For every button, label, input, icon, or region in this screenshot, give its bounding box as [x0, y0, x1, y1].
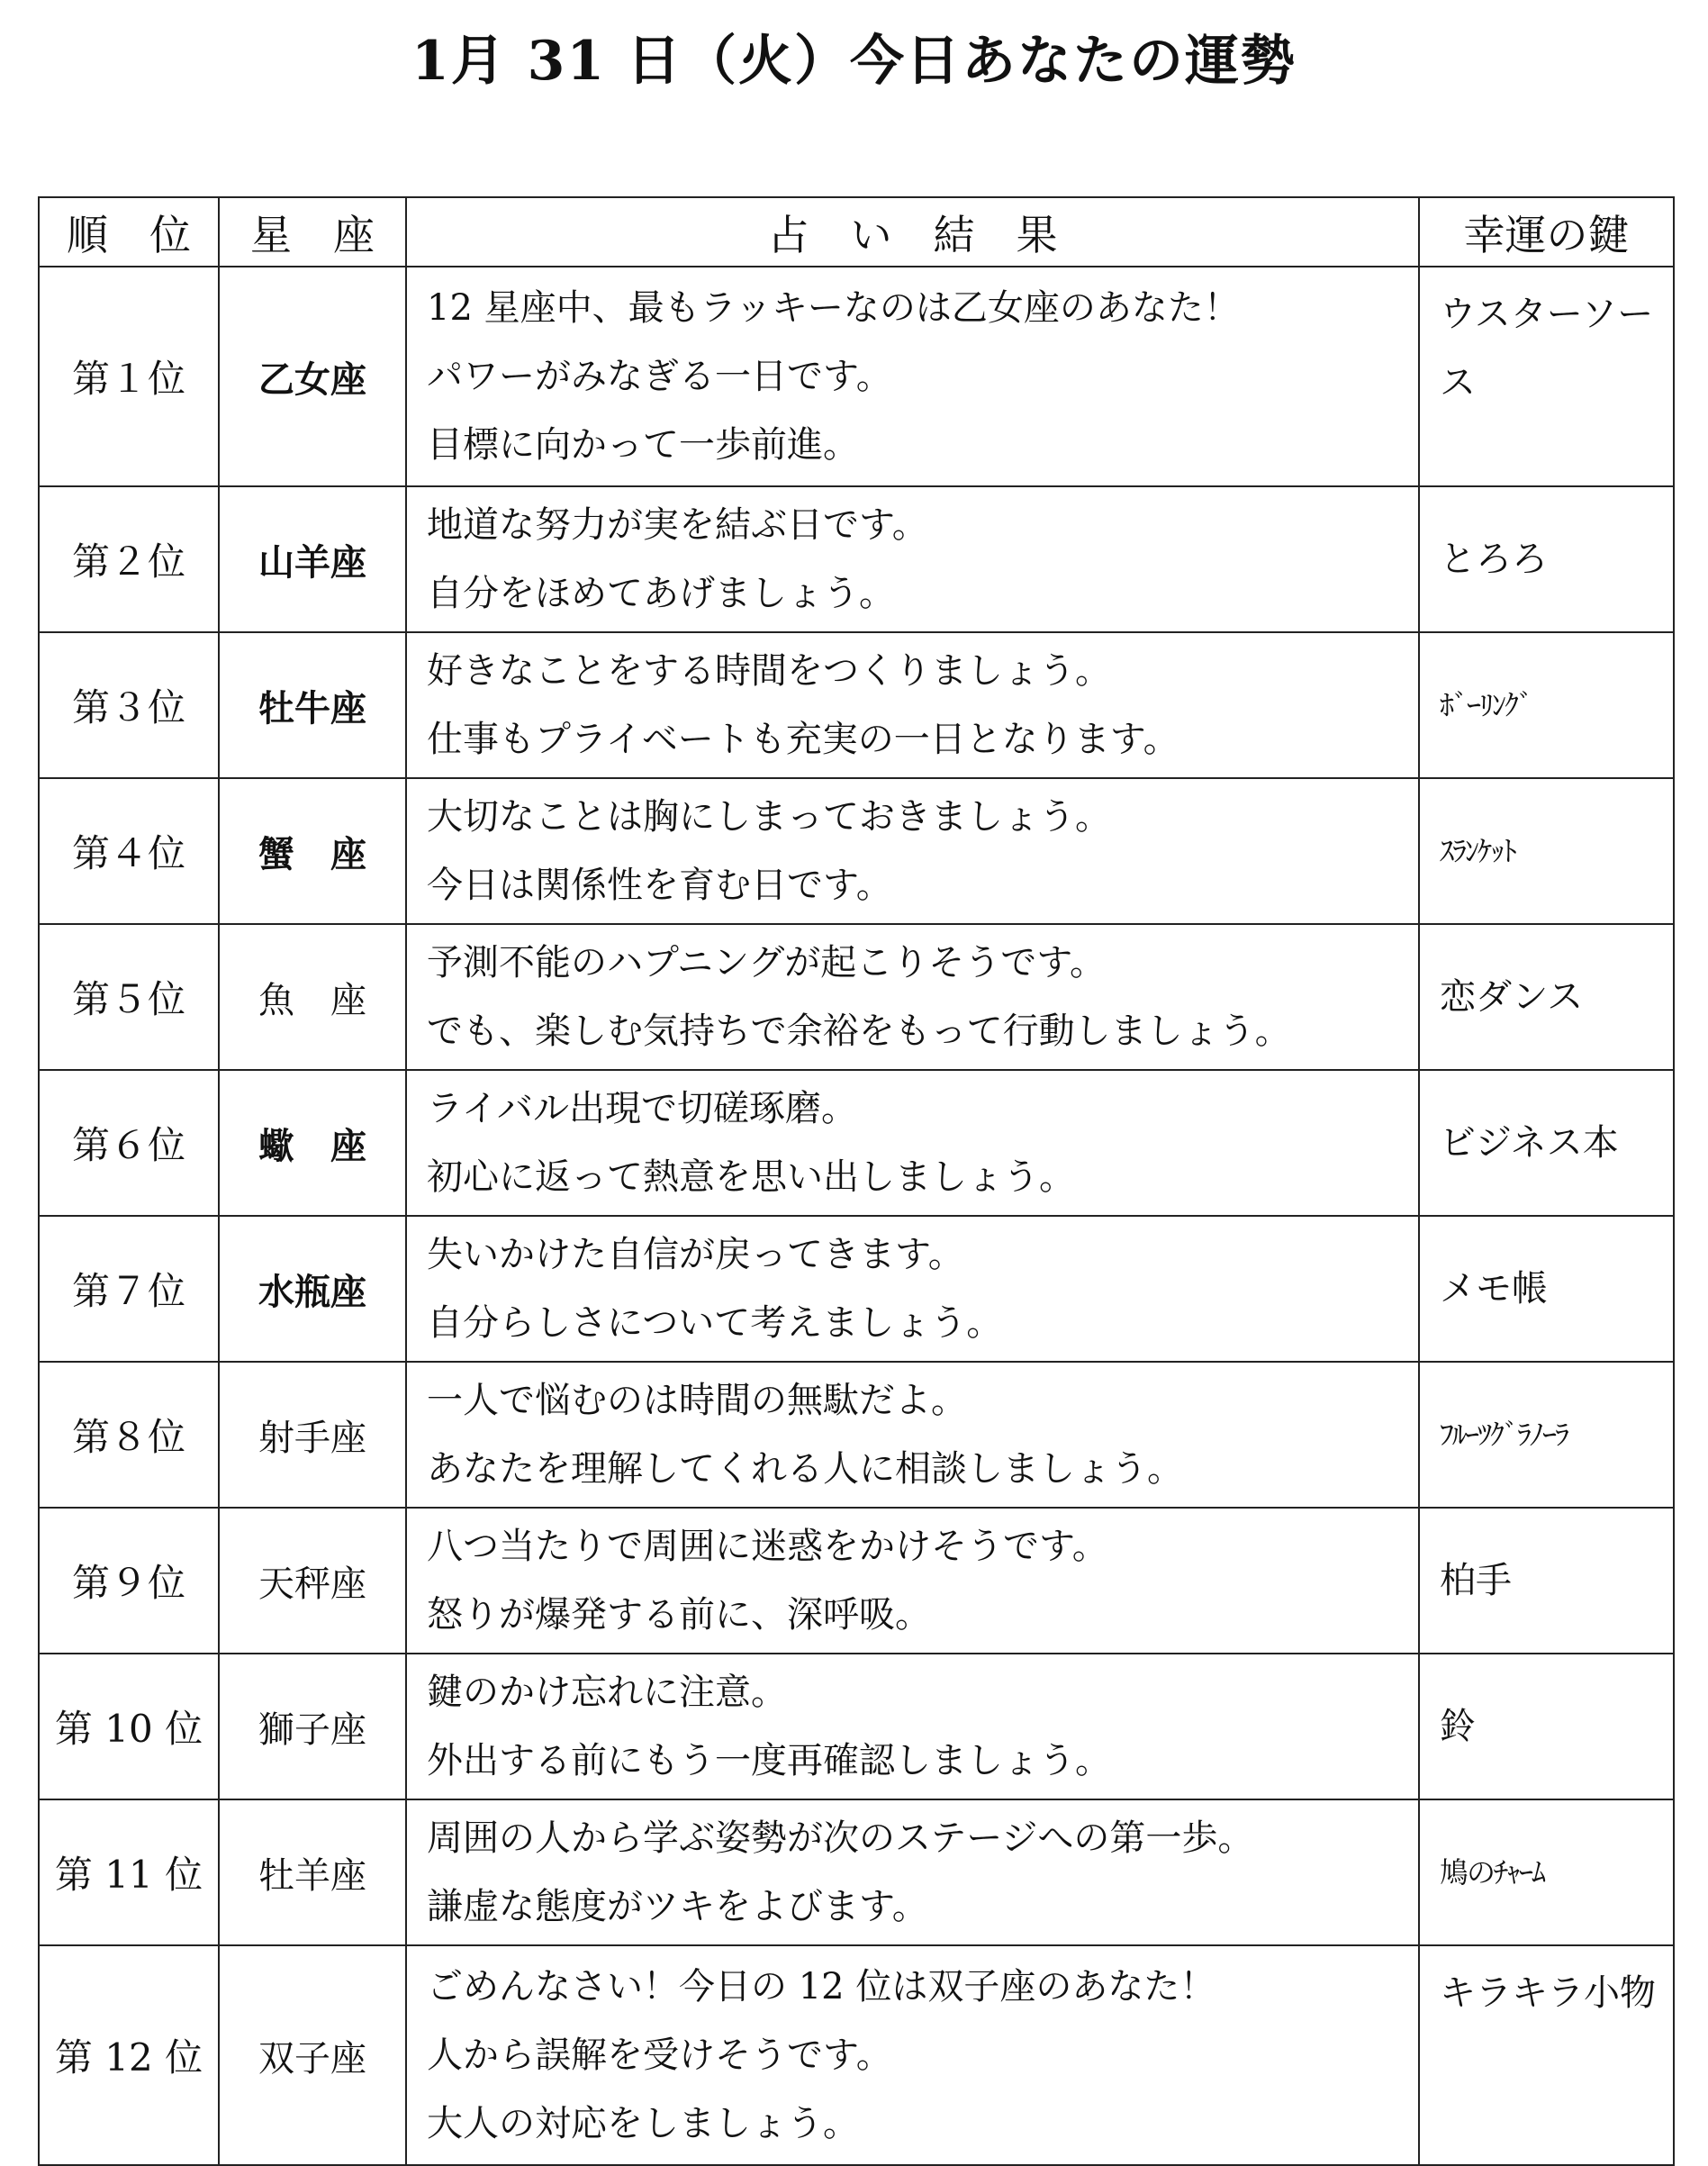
- table-row: [39, 267, 1674, 486]
- sign-cell: 天秤座: [219, 1508, 406, 1654]
- result-line: 予測不能のハプニングが起こりそうです。: [427, 942, 1106, 983]
- result-line: あなたを理解してくれる人に相談しましょう。: [427, 1448, 1183, 1490]
- sign-cell: 水瓶座: [219, 1216, 406, 1362]
- lucky-key-cell: とろろ: [1419, 486, 1674, 632]
- table-row: [39, 1508, 1674, 1654]
- header-rank: 順 位: [39, 197, 219, 267]
- header-lucky-key: 幸運の鍵: [1419, 197, 1674, 267]
- sign-cell: 蟹 座: [219, 778, 406, 924]
- table-row: [39, 1799, 1674, 1945]
- rank-cell: 第４位: [39, 778, 219, 924]
- result-line: 地道な努力が実を結ぶ日です。: [427, 504, 928, 546]
- sign-cell: 蠍 座: [219, 1070, 406, 1216]
- result-line: 一人で悩むのは時間の無駄だよ。: [427, 1380, 967, 1421]
- result-cell: [406, 1216, 1419, 1362]
- fortune-table: [38, 196, 1675, 2166]
- rank-cell: 第８位: [39, 1362, 219, 1508]
- result-line: 自分らしさについて考えましょう。: [427, 1302, 1003, 1344]
- lucky-key-cell: キラキラ小物: [1419, 1945, 1674, 2165]
- result-line: 謙虚な態度がツキをよびます。: [427, 1886, 928, 1927]
- table-row: [39, 632, 1674, 778]
- rank-cell: 第５位: [39, 924, 219, 1070]
- lucky-key-cell: 柏手: [1419, 1508, 1674, 1654]
- sign-cell: 魚 座: [219, 924, 406, 1070]
- lucky-key-cell: ﾎﾞｰﾘﾝｸﾞ: [1419, 632, 1674, 778]
- result-line: 自分をほめてあげましょう。: [427, 573, 895, 614]
- result-line: 今日は関係性を育む日です。: [427, 865, 892, 906]
- result-line: 仕事もプライベートも充実の一日となります。: [427, 719, 1179, 760]
- table-row: [39, 1216, 1674, 1362]
- lucky-key-cell: ﾌﾙｰﾂｸﾞﾗﾉｰﾗ: [1419, 1362, 1674, 1508]
- result-cell: [406, 1362, 1419, 1508]
- sign-cell: 山羊座: [219, 486, 406, 632]
- result-line: ごめんなさい！今日の 12 位は双子座のあなた！: [427, 1966, 1216, 2007]
- rank-cell: 第 12 位: [39, 1945, 219, 2165]
- result-line: 怒りが爆発する前に、深呼吸。: [427, 1594, 931, 1636]
- sign-cell: 射手座: [219, 1362, 406, 1508]
- result-cell: [406, 924, 1419, 1070]
- lucky-key-cell: 鈴: [1419, 1654, 1674, 1799]
- result-cell: [406, 778, 1419, 924]
- table-row: [39, 1945, 1674, 2165]
- result-line: 周囲の人から学ぶ姿勢が次のステージへの第一歩。: [427, 1817, 1254, 1859]
- rank-cell: 第３位: [39, 632, 219, 778]
- result-line: でも、楽しむ気持ちで余裕をもって行動しましょう。: [427, 1010, 1291, 1052]
- result-line: 12 星座中、最もラッキーなのは乙女座のあなた！: [427, 287, 1240, 329]
- result-line: 八つ当たりで周囲に迷惑をかけそうです。: [427, 1526, 1108, 1567]
- lucky-key-cell: ウスターソース: [1419, 267, 1674, 486]
- result-cell: [406, 632, 1419, 778]
- page-title: 1月 31 日（火）今日あなたの運勢: [411, 30, 1297, 93]
- rank-cell: 第１位: [39, 267, 219, 486]
- sign-cell: 牡羊座: [219, 1799, 406, 1945]
- result-line: 外出する前にもう一度再確認しましょう。: [427, 1740, 1111, 1781]
- rank-cell: 第 11 位: [39, 1799, 219, 1945]
- result-line: 目標に向かって一歩前進。: [427, 424, 859, 466]
- result-cell: [406, 1799, 1419, 1945]
- result-line: 人から誤解を受けそうです。: [427, 2035, 892, 2076]
- lucky-key-cell: ビジネス本: [1419, 1070, 1674, 1216]
- table-row: [39, 1654, 1674, 1799]
- result-line: 失いかけた自信が戻ってきます。: [427, 1234, 964, 1275]
- result-line: 初心に返って熱意を思い出しましょう。: [427, 1156, 1075, 1198]
- lucky-key-cell: メモ帳: [1419, 1216, 1674, 1362]
- result-cell: [406, 1070, 1419, 1216]
- sign-cell: 獅子座: [219, 1654, 406, 1799]
- result-cell: [406, 267, 1419, 486]
- lucky-key-cell: 鳩のﾁｬｰﾑ: [1419, 1799, 1674, 1945]
- lucky-key-cell: ｽﾗﾝｹｯﾄ: [1419, 778, 1674, 924]
- rank-cell: 第 10 位: [39, 1654, 219, 1799]
- table-row: [39, 486, 1674, 632]
- result-cell: [406, 1508, 1419, 1654]
- header-result: 占 い 結 果: [406, 197, 1419, 267]
- table-row: [39, 1362, 1674, 1508]
- table-row: [39, 924, 1674, 1070]
- result-line: ライバル出現で切磋琢磨。: [427, 1088, 857, 1129]
- rank-cell: 第２位: [39, 486, 219, 632]
- sign-cell: 双子座: [219, 1945, 406, 2165]
- lucky-key-cell: 恋ダンス: [1419, 924, 1674, 1070]
- sign-cell: 牡牛座: [219, 632, 406, 778]
- result-line: パワーがみなぎる一日です。: [427, 356, 892, 397]
- rank-cell: 第７位: [39, 1216, 219, 1362]
- result-line: 鍵のかけ忘れに注意。: [427, 1672, 787, 1713]
- result-line: 大人の対応をしましょう。: [427, 2103, 859, 2144]
- result-cell: [406, 1654, 1419, 1799]
- result-cell: [406, 486, 1419, 632]
- rank-cell: 第９位: [39, 1508, 219, 1654]
- result-line: 大切なことは胸にしまっておきましょう。: [427, 796, 1111, 838]
- result-line: 好きなことをする時間をつくりましょう。: [427, 650, 1111, 692]
- table-row: [39, 778, 1674, 924]
- table-row: [39, 1070, 1674, 1216]
- header-sign: 星 座: [219, 197, 406, 267]
- header-row: [39, 197, 1674, 267]
- sign-cell: 乙女座: [219, 267, 406, 486]
- rank-cell: 第６位: [39, 1070, 219, 1216]
- result-cell: [406, 1945, 1419, 2165]
